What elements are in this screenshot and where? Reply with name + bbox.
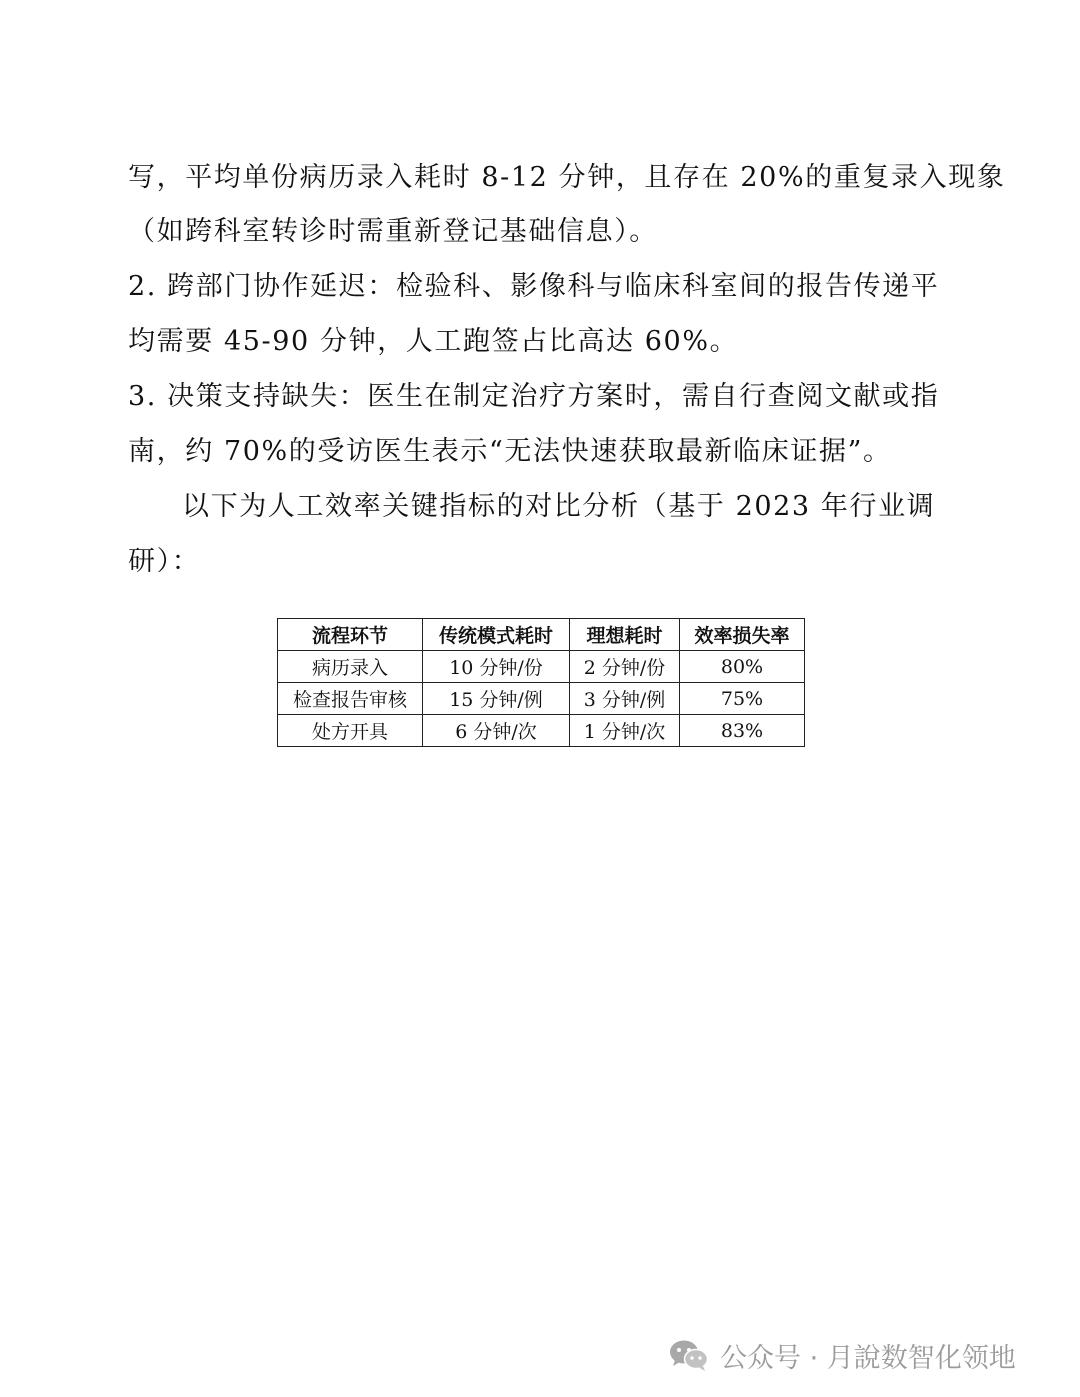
table-header-cell: 理想耗时 bbox=[570, 619, 680, 651]
table-header-cell: 传统模式耗时 bbox=[423, 619, 570, 651]
watermark bbox=[668, 1333, 1016, 1377]
table-row bbox=[278, 651, 805, 683]
table-cell: 3 分钟/例 bbox=[570, 683, 680, 715]
body-line-1: 写，平均单份病历录入耗时 8-12 分钟，且存在 20%的重复录入现象 bbox=[128, 162, 1006, 193]
table-row bbox=[278, 715, 805, 747]
table-row bbox=[278, 683, 805, 715]
table-cell: 83% bbox=[680, 715, 805, 747]
table-cell: 10 分钟/份 bbox=[423, 651, 570, 683]
body-line-6: 南，约 70%的受访医生表示“无法快速获取最新临床证据”。 bbox=[128, 436, 892, 467]
table-cell: 6 分钟/次 bbox=[423, 715, 570, 747]
table-header-cell: 效率损失率 bbox=[680, 619, 805, 651]
body-line-3: 2. 跨部门协作延迟：检验科、影像科与临床科室间的报告传递平 bbox=[128, 271, 940, 302]
body-line-5: 3. 决策支持缺失：医生在制定治疗方案时，需自行查阅文献或指 bbox=[128, 381, 940, 412]
body-line-4: 均需要 45-90 分钟，人工跑签占比高达 60%。 bbox=[128, 326, 739, 357]
table-header-row bbox=[278, 619, 805, 651]
table-cell: 1 分钟/次 bbox=[570, 715, 680, 747]
body-line-7: 以下为人工效率关键指标的对比分析（基于 2023 年行业调 bbox=[182, 491, 936, 522]
table-header-cell: 流程环节 bbox=[278, 619, 423, 651]
table-cell: 2 分钟/份 bbox=[570, 651, 680, 683]
body-line-8: 研）： bbox=[128, 546, 201, 577]
table-cell: 75% bbox=[680, 683, 805, 715]
table-cell: 检查报告审核 bbox=[278, 683, 423, 715]
efficiency-table bbox=[277, 618, 805, 747]
table-cell: 处方开具 bbox=[278, 715, 423, 747]
watermark-text: 公众号 · 月說数智化领地 bbox=[720, 1342, 1016, 1374]
table-cell: 病历录入 bbox=[278, 651, 423, 683]
table-cell: 80% bbox=[680, 651, 805, 683]
table-cell: 15 分钟/例 bbox=[423, 683, 570, 715]
body-line-2: （如跨科室转诊时需重新登记基础信息）。 bbox=[128, 216, 658, 247]
wechat-icon bbox=[668, 1338, 710, 1372]
